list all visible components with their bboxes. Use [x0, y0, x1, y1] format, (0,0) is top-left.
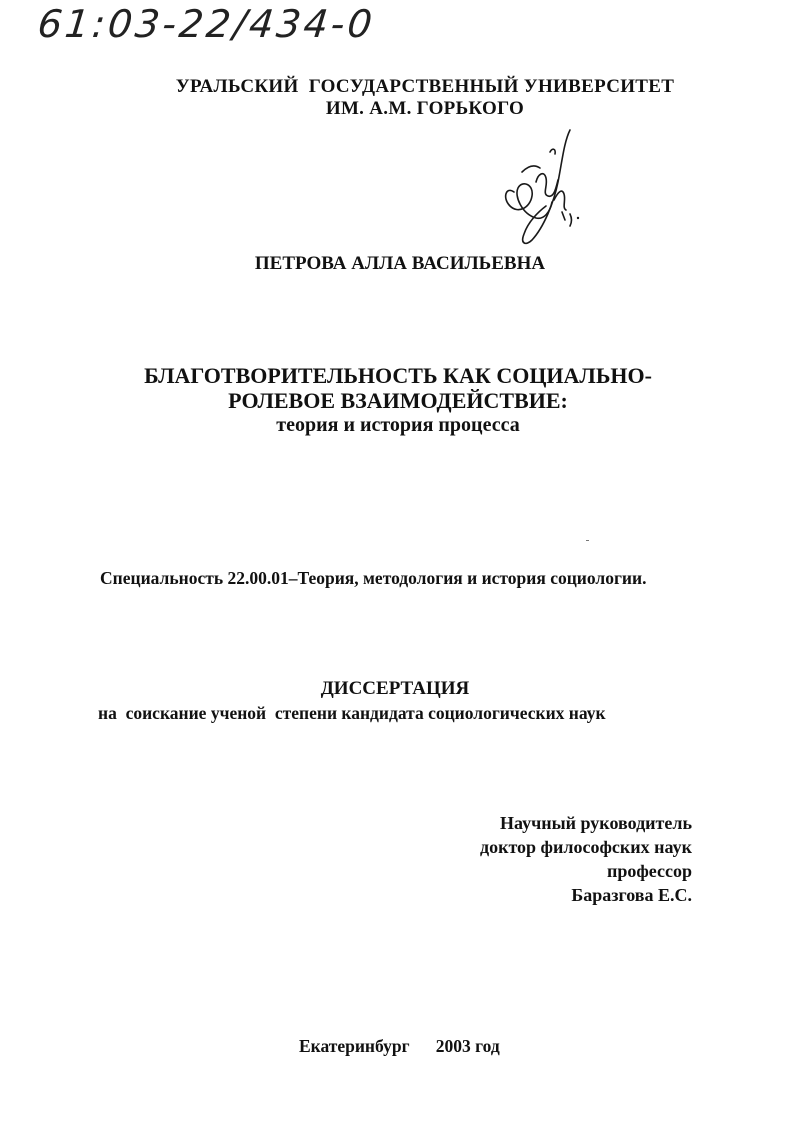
dissertation-purpose: на соискание ученой степени кандидата социологических наук [98, 703, 606, 723]
footer-place-year [100, 1013, 690, 1057]
university-line-2: ИМ. А.М. ГОРЬКОГО [325, 98, 525, 119]
dissertation-subtitle: теория и история процесса [276, 414, 520, 436]
dissertation-title [80, 363, 716, 413]
supervisor-role: Научный руководитель [500, 813, 692, 833]
title-line-2: РОЛЕВОЕ ВЗАИМОДЕЙСТВИЕ: [228, 388, 568, 413]
supervisor-block [480, 811, 692, 907]
specialty-line: Специальность 22.00.01–Теория, методология и история социологии. [100, 568, 647, 588]
scan-speck [586, 540, 589, 541]
university-name [130, 76, 720, 120]
author-name: ПЕТРОВА АЛЛА ВАСИЛЬЕВНА [254, 253, 546, 274]
handwritten-signature [492, 122, 592, 252]
supervisor-degree: доктор философских наук [479, 837, 692, 857]
footer-year: 2003 год [435, 1036, 500, 1056]
footer-city: Екатеринбург [298, 1036, 410, 1056]
dissertation-type: ДИССЕРТАЦИЯ [320, 678, 470, 699]
supervisor-name: Баразгова Е.С. [571, 885, 692, 905]
supervisor-rank: профессор [606, 861, 692, 881]
university-line-1: УРАЛЬСКИЙ ГОСУДАРСТВЕННЫЙ УНИВЕРСИТЕТ [175, 76, 675, 97]
archive-number: 61:03-22/434-0 [35, 2, 378, 46]
title-line-1: БЛАГОТВОРИТЕЛЬНОСТЬ КАК СОЦИАЛЬНО- [144, 363, 652, 388]
